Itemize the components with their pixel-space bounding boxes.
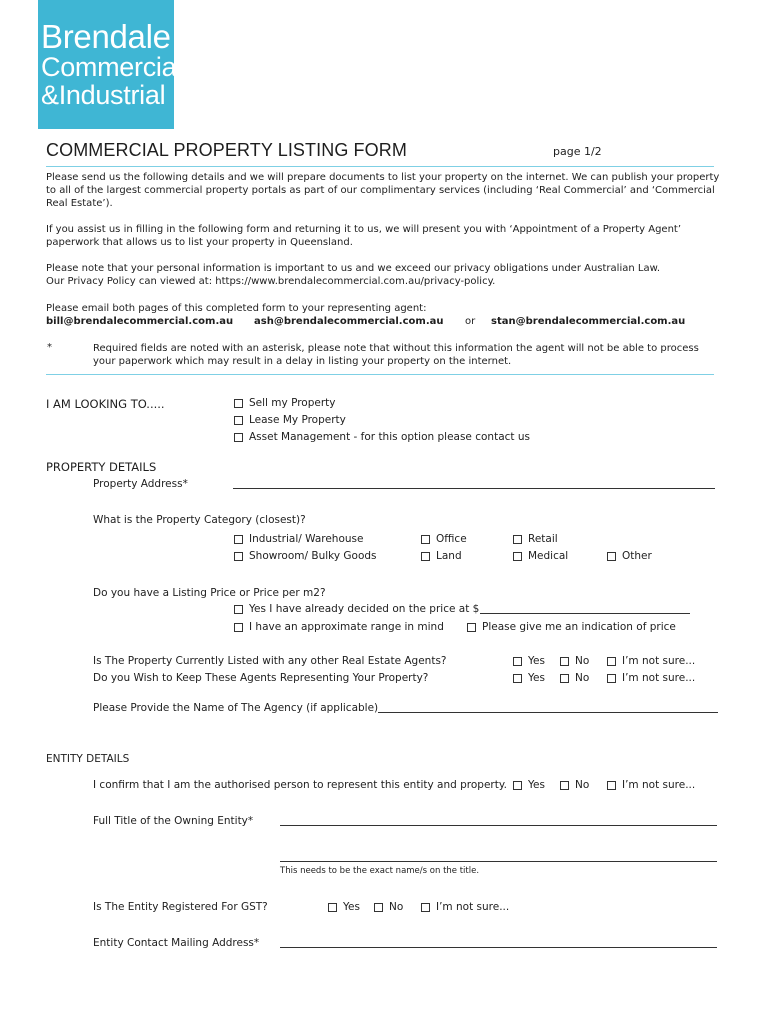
email-bill[interactable]: bill@brendalecommercial.com.au — [46, 316, 234, 327]
gst-no-label: No — [389, 901, 404, 913]
looking-to-label: I AM LOOKING TO..... — [46, 397, 165, 411]
email-instruction: Please email both pages of this completed form to your representing agent: — [46, 303, 427, 314]
price-decided-checkbox[interactable] — [234, 605, 243, 614]
price-question: Do you have a Listing Price or Price per m2? — [93, 587, 326, 599]
header-divider — [46, 166, 714, 167]
gst-yes-label: Yes — [343, 901, 360, 913]
category-office-label: Office — [436, 533, 467, 545]
price-indication-checkbox[interactable] — [467, 623, 476, 632]
price-decided-label: Yes I have already decided on the price at $ — [249, 603, 480, 615]
property-address-field[interactable] — [233, 488, 715, 489]
gst-no-checkbox[interactable] — [374, 903, 383, 912]
email-ash[interactable]: ash@brendalecommercial.com.au — [254, 316, 444, 327]
gst-yes-checkbox[interactable] — [328, 903, 337, 912]
property-details-heading: PROPERTY DETAILS — [46, 460, 157, 474]
listed-no-checkbox[interactable] — [560, 657, 569, 666]
owning-entity-field-2[interactable] — [280, 861, 717, 862]
property-address-label: Property Address* — [93, 478, 188, 490]
brand-logo — [38, 0, 183, 129]
logo-line-2: Commercial — [41, 52, 183, 82]
logo-line-3: &Industrial — [41, 80, 166, 110]
category-land-label: Land — [436, 550, 462, 562]
privacy-policy-link[interactable]: Our Privacy Policy can viewed at: https://www.brendalecommercial.com.au/privacy-policy. — [46, 276, 496, 287]
confirm-notsure-label: I’m not sure... — [622, 779, 696, 791]
category-question: What is the Property Category (closest)? — [93, 514, 306, 526]
price-amount-field[interactable] — [480, 613, 690, 614]
owning-entity-field-1[interactable] — [280, 825, 717, 826]
listed-question: Is The Property Currently Listed with any other Real Estate Agents? — [93, 655, 447, 667]
asset-management-label: Asset Management - for this option please contact us — [249, 431, 530, 443]
category-other-label: Other — [622, 550, 652, 562]
confirm-yes-label: Yes — [528, 779, 545, 791]
gst-notsure-checkbox[interactable] — [421, 903, 430, 912]
keep-notsure-checkbox[interactable] — [607, 674, 616, 683]
or-text: or — [465, 316, 476, 327]
owning-entity-label: Full Title of the Owning Entity* — [93, 815, 254, 827]
category-office-checkbox[interactable] — [421, 535, 430, 544]
privacy-note: Please note that your personal information is important to us and we exceed our privacy obligations under Australian Law. — [46, 263, 661, 274]
confirm-notsure-checkbox[interactable] — [607, 781, 616, 790]
sell-checkbox[interactable] — [234, 399, 243, 408]
keep-no-checkbox[interactable] — [560, 674, 569, 683]
mailing-address-field[interactable] — [280, 947, 717, 948]
listed-notsure-checkbox[interactable] — [607, 657, 616, 666]
mailing-address-label: Entity Contact Mailing Address* — [93, 937, 260, 949]
required-note: Required fields are noted with an asterisk, please note that without this information the agent will not be able to process your paperwork which may result in a delay in listing your property on the internet. — [93, 343, 699, 368]
keep-no-label: No — [575, 672, 590, 684]
price-indication-label: Please give me an indication of price — [482, 621, 676, 633]
page-number: page 1/2 — [553, 145, 602, 158]
intro-divider — [46, 374, 714, 375]
category-retail-checkbox[interactable] — [513, 535, 522, 544]
category-medical-checkbox[interactable] — [513, 552, 522, 561]
keep-yes-label: Yes — [528, 672, 545, 684]
category-land-checkbox[interactable] — [421, 552, 430, 561]
keep-notsure-label: I’m not sure... — [622, 672, 696, 684]
authorised-confirm-question: I confirm that I am the authorised person to represent this entity and property. — [93, 779, 507, 791]
category-industrial-checkbox[interactable] — [234, 535, 243, 544]
confirm-no-label: No — [575, 779, 590, 791]
gst-notsure-label: I’m not sure... — [436, 901, 510, 913]
category-showroom-label: Showroom/ Bulky Goods — [249, 550, 377, 562]
category-medical-label: Medical — [528, 550, 569, 562]
listed-yes-label: Yes — [528, 655, 545, 667]
category-industrial-label: Industrial/ Warehouse — [249, 533, 364, 545]
listed-no-label: No — [575, 655, 590, 667]
category-showroom-checkbox[interactable] — [234, 552, 243, 561]
keep-yes-checkbox[interactable] — [513, 674, 522, 683]
listed-yes-checkbox[interactable] — [513, 657, 522, 666]
asterisk-marker: * — [47, 342, 52, 353]
sell-label: Sell my Property — [249, 397, 336, 409]
title-note: This needs to be the exact name/s on the title. — [280, 866, 480, 876]
intro-paragraph-2: If you assist us in filling in the following form and returning it to us, we will present you with ‘Appointment of a Property Agent’ paperwork that allows us to list your property in Queensland. — [46, 224, 682, 249]
confirm-yes-checkbox[interactable] — [513, 781, 522, 790]
email-stan[interactable]: stan@brendalecommercial.com.au — [491, 316, 686, 327]
entity-details-heading: ENTITY DETAILS — [46, 753, 130, 765]
keep-agents-question: Do you Wish to Keep These Agents Representing Your Property? — [93, 672, 429, 684]
form-title: COMMERCIAL PROPERTY LISTING FORM — [46, 140, 407, 160]
lease-label: Lease My Property — [249, 414, 346, 426]
gst-question: Is The Entity Registered For GST? — [93, 901, 268, 913]
intro-paragraph-1: Please send us the following details and we will prepare documents to list your property on the internet. We can publish your property to all of the largest commercial property portals as part of our complimentary services (including ‘Real Commercial’ and ‘Commercial Real Estate’). — [46, 172, 720, 210]
lease-checkbox[interactable] — [234, 416, 243, 425]
logo-line-1: Brendale — [41, 18, 171, 55]
confirm-no-checkbox[interactable] — [560, 781, 569, 790]
asset-management-checkbox[interactable] — [234, 433, 243, 442]
category-other-checkbox[interactable] — [607, 552, 616, 561]
agency-name-field[interactable] — [378, 712, 718, 713]
agency-name-label: Please Provide the Name of The Agency (if applicable) — [93, 702, 379, 714]
category-retail-label: Retail — [528, 533, 558, 545]
price-range-label: I have an approximate range in mind — [249, 621, 444, 633]
price-range-checkbox[interactable] — [234, 623, 243, 632]
listed-notsure-label: I’m not sure... — [622, 655, 696, 667]
